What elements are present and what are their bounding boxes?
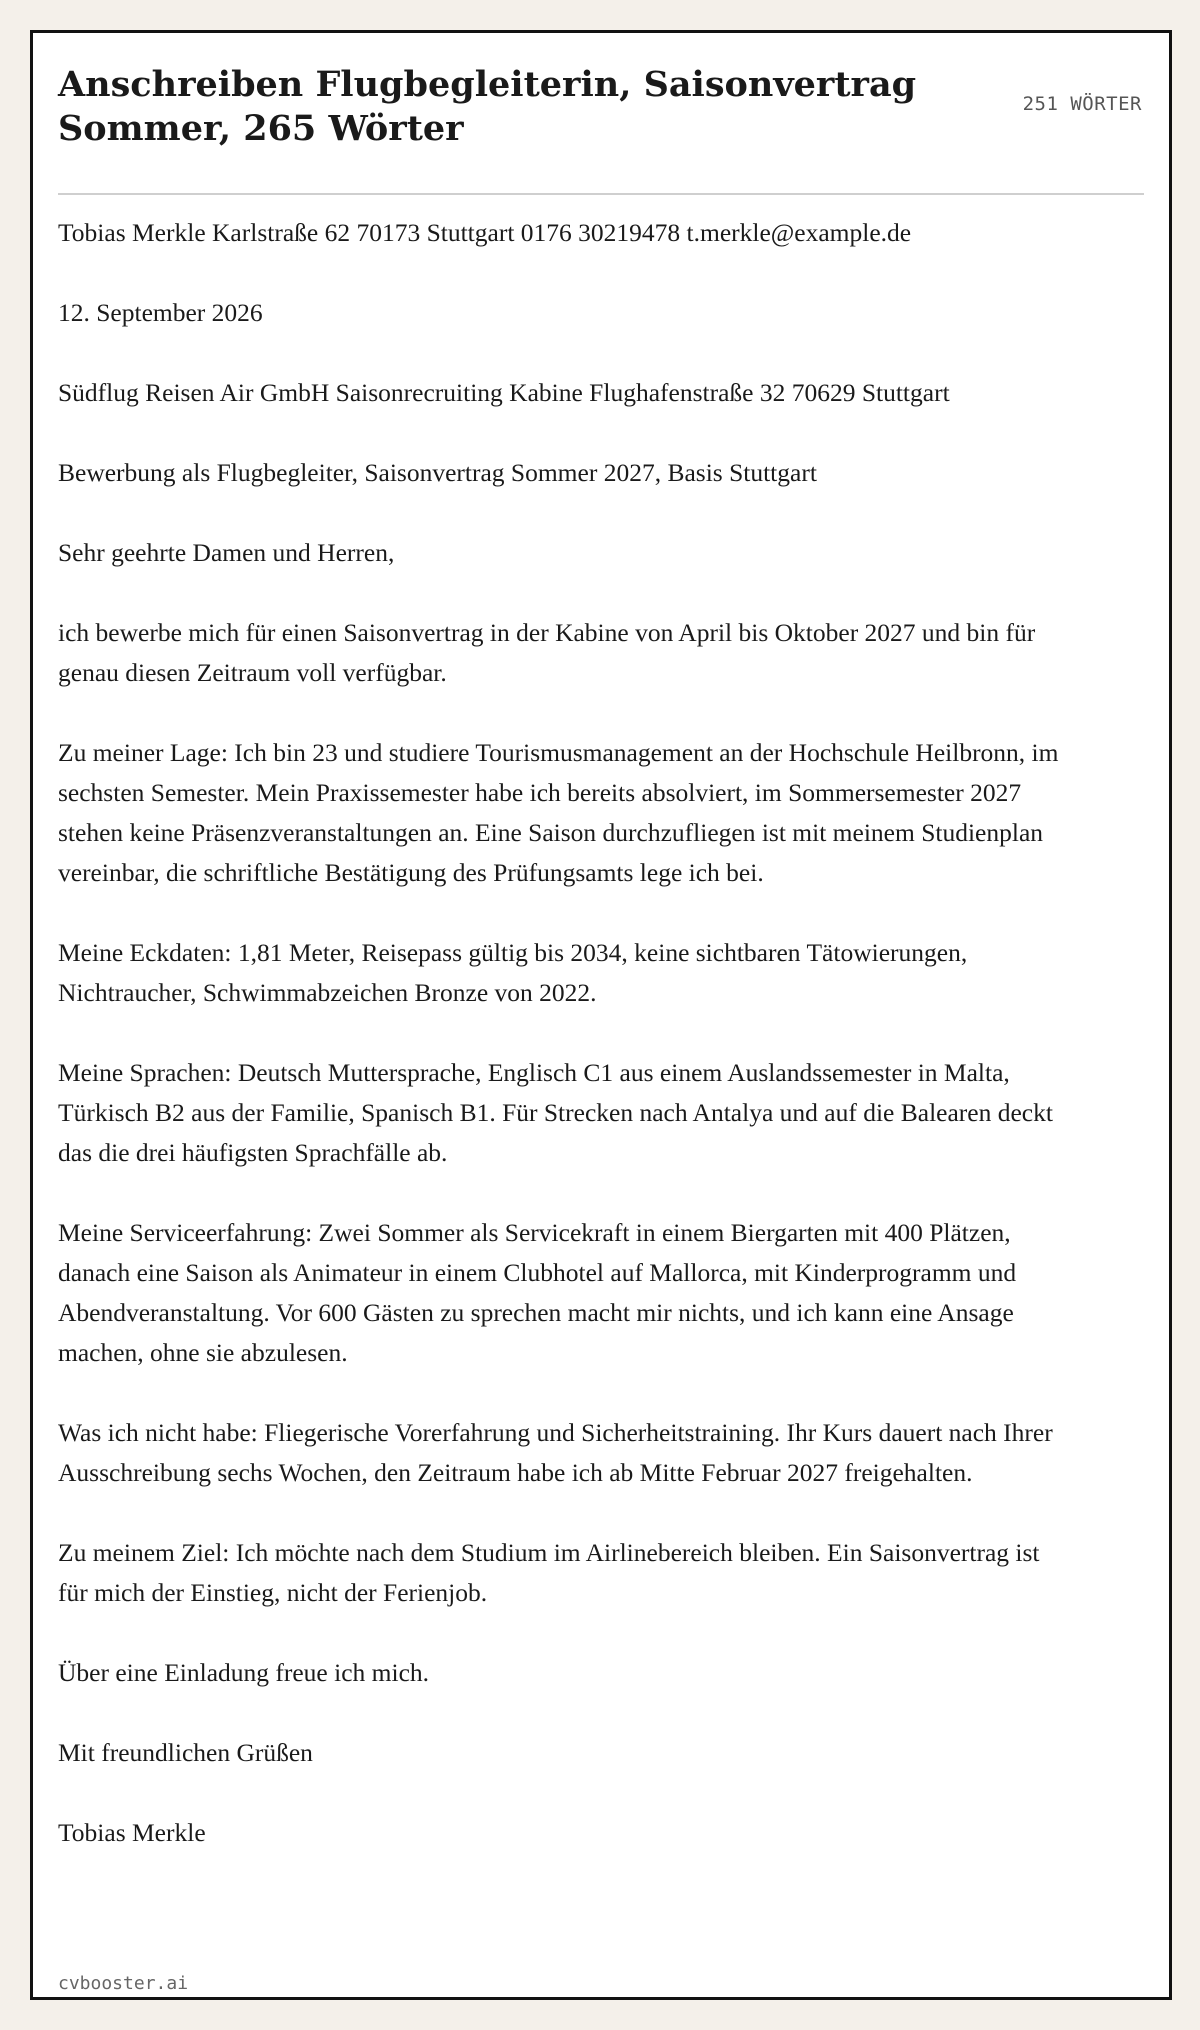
- recipient-address: Südflug Reisen Air GmbH Saisonrecruiting Kabine Flughafenstraße 32 70629 Stuttgart: [58, 378, 950, 407]
- document-header: [58, 53, 1144, 195]
- paragraph-availability: ich bewerbe mich für einen Saisonvertrag in der Kabine von April bis Oktober 2027 und bin für genau diesen Zeitraum voll verfügbar.: [58, 618, 1036, 687]
- paragraph-languages: Meine Sprachen: Deutsch Muttersprache, Englisch C1 aus einem Auslandssemester in Malta, Türkisch B2 aus der Familie, Spanisch B1. Für Strecken nach Antalya und auf die Balearen deckt das die drei häufigsten Sprachfälle ab.: [58, 1058, 1053, 1167]
- sender-address: Tobias Merkle Karlstraße 62 70173 Stuttgart 0176 30219478 t.merkle@example.de: [58, 218, 912, 247]
- document-card: [30, 30, 1172, 2000]
- paragraph-situation: Zu meiner Lage: Ich bin 23 und studiere Tourismusmanagement an der Hochschule Heilbronn, im sechsten Semester. Mein Praxissemester habe ich bereits absolviert, im Sommersemester 2027 stehen keine Präsenzveranstaltungen an. Eine Saison durchzufliegen ist mit meinem Studienplan vereinbar, die schriftliche Bestätigung des Prüfungsamts lege ich bei.: [58, 738, 1059, 887]
- paragraph-goal: Zu meinem Ziel: Ich möchte nach dem Studium im Airlinebereich bleiben. Ein Saisonvertrag ist für mich der Einstieg, nicht der Ferienjob.: [58, 1538, 1040, 1607]
- letter-closing: Mit freundlichen Grüßen: [58, 1738, 313, 1767]
- letter-date: 12. September 2026: [58, 298, 263, 327]
- paragraph-missing-qualifications: Was ich nicht habe: Fliegerische Vorerfahrung und Sicherheitstraining. Ihr Kurs dauert nach Ihrer Ausschreibung sechs Wochen, den Zeitraum habe ich ab Mitte Februar 2027 freigehalten.: [58, 1418, 1053, 1487]
- letter-subject: Bewerbung als Flugbegleiter, Saisonvertrag Sommer 2027, Basis Stuttgart: [58, 458, 817, 487]
- paragraph-key-data: Meine Eckdaten: 1,81 Meter, Reisepass gültig bis 2034, keine sichtbaren Tätowierungen, Nichtraucher, Schwimmabzeichen Bronze von 2022.: [58, 938, 968, 1007]
- paragraph-invitation: Über eine Einladung freue ich mich.: [58, 1658, 430, 1687]
- document-title: Anschreiben Flugbegleiterin, Saisonvertrag Sommer, 265 Wörter: [58, 64, 917, 149]
- word-count-badge: 251 WÖRTER: [1022, 93, 1142, 115]
- letter-salutation: Sehr geehrte Damen und Herren,: [58, 538, 395, 567]
- brand-footer: cvbooster.ai: [58, 1973, 189, 1994]
- paragraph-service-experience: Meine Serviceerfahrung: Zwei Sommer als Servicekraft in einem Biergarten mit 400 Plätzen, danach eine Saison als Animateur in einem Clubhotel auf Mallorca, mit Kinderprogramm und Abendveranstaltung. Vor 600 Gästen zu sprechen macht mir nichts, und ich kann eine Ansage machen, ohne sie abzulesen.: [58, 1218, 1017, 1367]
- letter-body: [58, 213, 1068, 1853]
- letter-signature: Tobias Merkle: [58, 1818, 206, 1847]
